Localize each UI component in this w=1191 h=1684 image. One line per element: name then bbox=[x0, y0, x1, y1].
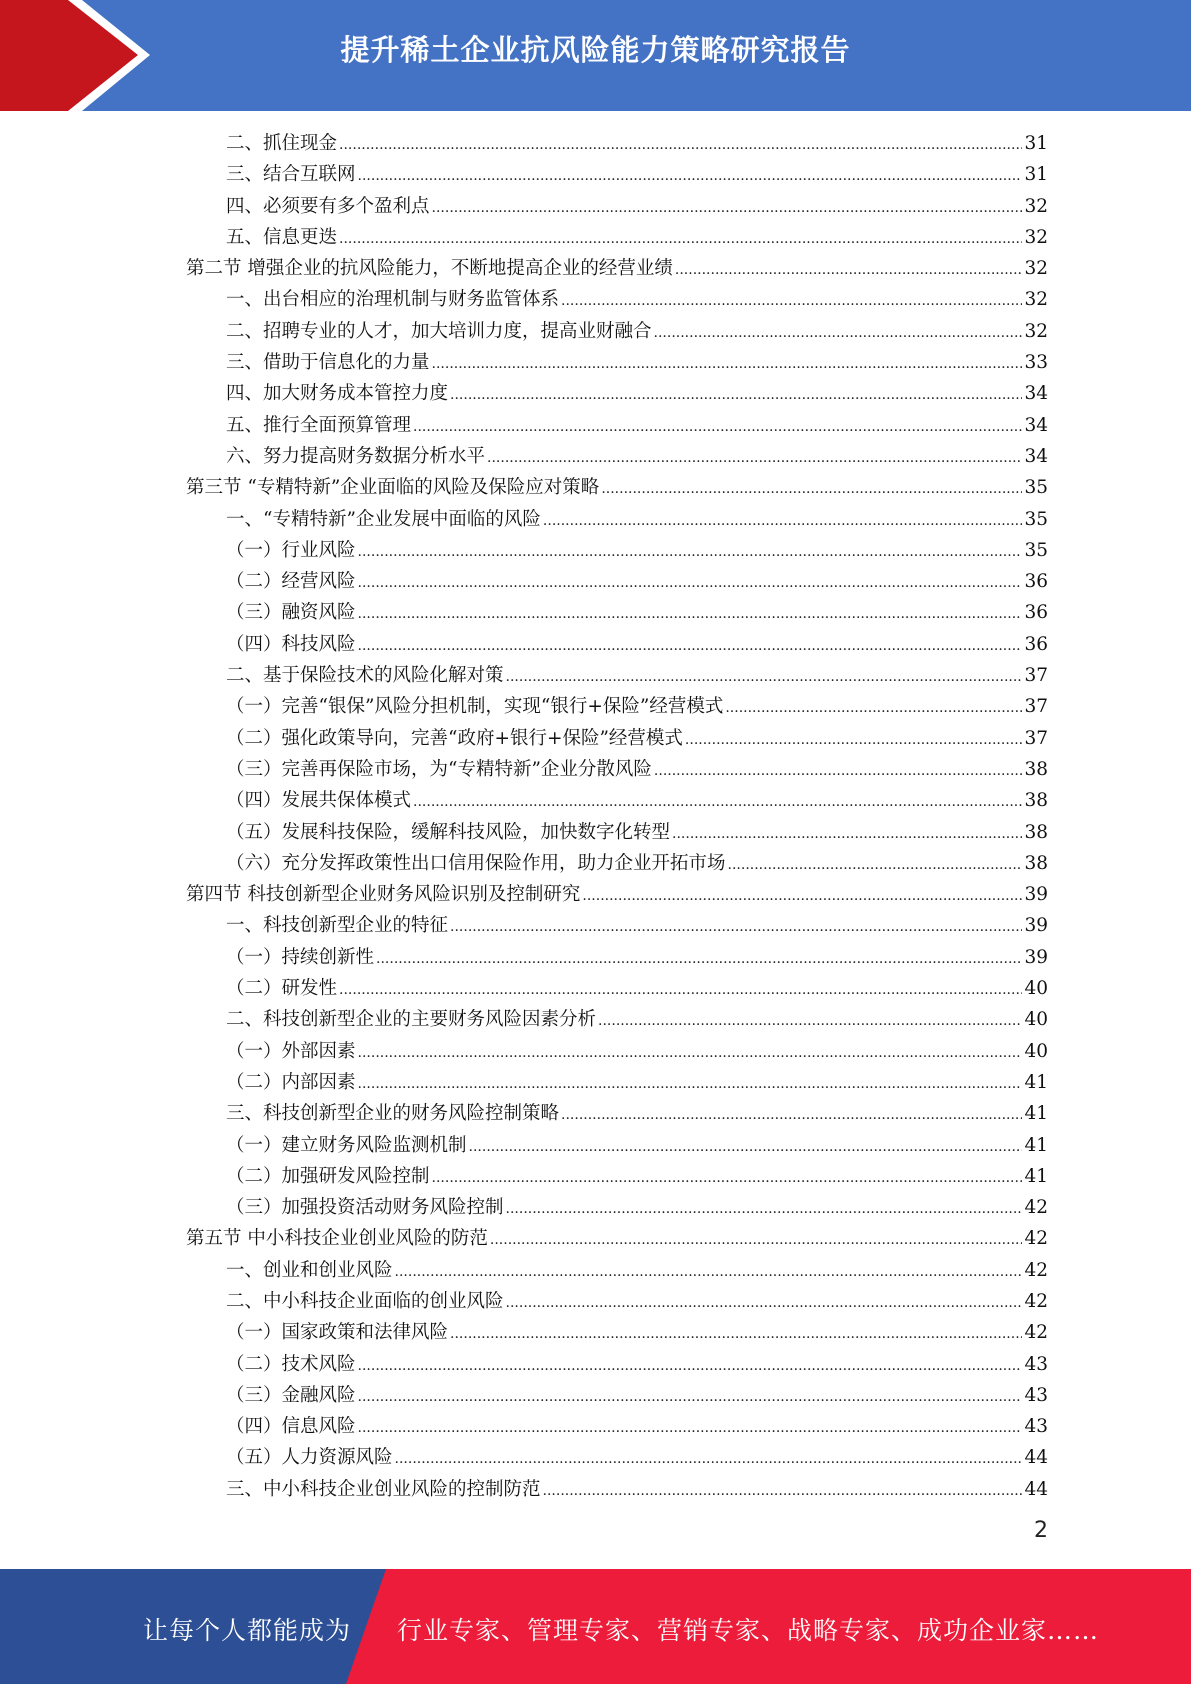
toc-entry[interactable] bbox=[186, 128, 1048, 159]
toc-dot-leader bbox=[358, 1067, 1023, 1100]
toc-dot-leader bbox=[543, 504, 1023, 537]
toc-entry-title: 二、招聘专业的人才，加大培训力度，提高业财融合 bbox=[226, 320, 652, 342]
toc-dot-leader bbox=[395, 1255, 1023, 1288]
toc-dot-leader bbox=[339, 222, 1022, 255]
toc-entry[interactable] bbox=[186, 1349, 1048, 1380]
toc-entry[interactable] bbox=[186, 597, 1048, 628]
toc-entry[interactable] bbox=[186, 472, 1048, 503]
toc-entry-title: 二、抓住现金 bbox=[226, 133, 338, 154]
footer-slogan-right: 行业专家、管理专家、营销专家、战略专家、成功企业家…… bbox=[397, 1616, 1100, 1645]
document-title: 提升稀土企业抗风险能力策略研究报告 bbox=[340, 33, 851, 67]
toc-entry-title: 二、科技创新型企业的主要财务风险因素分析 bbox=[226, 1009, 597, 1031]
toc-entry[interactable] bbox=[186, 441, 1048, 472]
toc-dot-leader bbox=[728, 848, 1023, 881]
toc-entry-page: 36 bbox=[1024, 571, 1048, 593]
toc-dot-leader bbox=[654, 316, 1023, 349]
toc-entry[interactable] bbox=[186, 973, 1048, 1004]
toc-entry[interactable] bbox=[186, 1036, 1048, 1067]
toc-entry-page: 42 bbox=[1024, 1290, 1048, 1312]
toc-entry-page: 42 bbox=[1024, 1322, 1048, 1344]
toc-entry-page: 38 bbox=[1024, 758, 1048, 780]
toc-entry-title: （二）强化政策导向，完善“政府+银行+保险”经营模式 bbox=[226, 727, 683, 749]
toc-dot-leader bbox=[413, 785, 1022, 818]
toc-entry-title: （三）加强投资活动财务风险控制 bbox=[226, 1197, 504, 1219]
toc-dot-leader bbox=[543, 1474, 1023, 1507]
toc-entry-title: 三、科技创新型企业的财务风险控制策略 bbox=[226, 1103, 560, 1125]
toc-entry-title: （三）完善再保险市场，为“专精特新”企业分散风险 bbox=[226, 758, 652, 780]
toc-entry[interactable] bbox=[186, 942, 1048, 973]
toc-dot-leader bbox=[672, 817, 1022, 850]
toc-entry-page: 37 bbox=[1024, 727, 1048, 749]
toc-entry-title: 四、必须要有多个盈利点 bbox=[226, 195, 430, 217]
toc-entry-title: 一、科技创新型企业的特征 bbox=[226, 915, 449, 937]
toc-entry-title: （一）完善“银保”风险分担机制，实现“银行+保险”经营模式 bbox=[226, 696, 724, 718]
toc-entry-page: 34 bbox=[1024, 445, 1048, 467]
toc-entry-title: （四）科技风险 bbox=[226, 633, 356, 655]
toc-entry-page: 44 bbox=[1024, 1447, 1048, 1469]
toc-entry-page: 41 bbox=[1024, 1134, 1048, 1156]
toc-dot-leader bbox=[725, 691, 1022, 724]
toc-dot-leader bbox=[598, 1004, 1022, 1037]
toc-entry-page: 38 bbox=[1024, 821, 1048, 843]
toc-entry-page: 43 bbox=[1024, 1353, 1048, 1375]
toc-entry[interactable] bbox=[186, 1130, 1048, 1161]
toc-entry-page: 40 bbox=[1024, 1009, 1048, 1031]
toc-entry-title: 一、出台相应的治理机制与财务监管体系 bbox=[226, 289, 560, 311]
toc-dot-leader bbox=[358, 1349, 1023, 1382]
toc-entry[interactable] bbox=[186, 253, 1048, 284]
toc-dot-leader bbox=[506, 1192, 1023, 1225]
toc-entry-title: （三）金融风险 bbox=[226, 1384, 356, 1406]
toc-entry-page: 44 bbox=[1024, 1478, 1048, 1500]
toc-entry-page: 32 bbox=[1024, 289, 1048, 311]
toc-entry-title: （一）行业风险 bbox=[226, 539, 356, 561]
toc-dot-leader bbox=[654, 754, 1023, 787]
toc-entry-page: 41 bbox=[1024, 1165, 1048, 1187]
toc-entry[interactable] bbox=[186, 1161, 1048, 1192]
toc-entry-title: （一）持续创新性 bbox=[226, 946, 375, 968]
toc-entry[interactable] bbox=[186, 284, 1048, 315]
toc-entry-title: （三）融资风险 bbox=[226, 602, 356, 624]
toc-entry-page: 40 bbox=[1024, 978, 1048, 1000]
toc-entry-page: 32 bbox=[1024, 320, 1048, 342]
toc-entry[interactable] bbox=[186, 222, 1048, 253]
toc-entry-page: 42 bbox=[1024, 1197, 1048, 1219]
toc-entry[interactable] bbox=[186, 723, 1048, 754]
toc-dot-leader bbox=[432, 191, 1023, 224]
toc-entry-title: 二、中小科技企业面临的创业风险 bbox=[226, 1290, 504, 1312]
toc-entry-title: （二）研发性 bbox=[226, 978, 338, 1000]
toc-dot-leader bbox=[561, 1098, 1022, 1131]
toc-entry-page: 32 bbox=[1024, 195, 1048, 217]
toc-entry-title: 一、创业和创业风险 bbox=[226, 1259, 393, 1281]
toc-entry-page: 40 bbox=[1024, 1040, 1048, 1062]
toc-entry-page: 32 bbox=[1024, 226, 1048, 248]
toc-dot-leader bbox=[506, 1286, 1023, 1319]
toc-entry[interactable] bbox=[186, 159, 1048, 190]
toc-dot-leader bbox=[450, 910, 1022, 943]
toc-entry[interactable] bbox=[186, 1474, 1048, 1505]
toc-entry-title: （一）外部因素 bbox=[226, 1040, 356, 1062]
toc-entry-page: 35 bbox=[1024, 539, 1048, 561]
toc-dot-leader bbox=[487, 441, 1022, 474]
toc-entry-page: 38 bbox=[1024, 852, 1048, 874]
toc-entry[interactable] bbox=[186, 629, 1048, 660]
toc-dot-leader bbox=[450, 378, 1022, 411]
toc-entry-title: 六、努力提高财务数据分析水平 bbox=[226, 445, 486, 467]
table-of-contents bbox=[186, 128, 1048, 1505]
toc-entry-page: 37 bbox=[1024, 665, 1048, 687]
toc-dot-leader bbox=[685, 723, 1023, 756]
toc-entry-title: 三、借助于信息化的力量 bbox=[226, 352, 430, 374]
toc-entry[interactable] bbox=[186, 691, 1048, 722]
toc-entry-page: 39 bbox=[1024, 884, 1048, 906]
toc-entry-page: 42 bbox=[1024, 1259, 1048, 1281]
toc-dot-leader bbox=[469, 1130, 1023, 1163]
toc-dot-leader bbox=[450, 1317, 1022, 1350]
toc-entry[interactable] bbox=[186, 1442, 1048, 1473]
toc-dot-leader bbox=[395, 1442, 1023, 1475]
header-banner bbox=[0, 0, 1191, 111]
toc-entry-title: （二）加强研发风险控制 bbox=[226, 1165, 430, 1187]
toc-entry-title: 五、信息更迭 bbox=[226, 226, 338, 248]
toc-entry-title: 第二节 增强企业的抗风险能力，不断地提高企业的经营业绩 bbox=[186, 258, 673, 280]
toc-entry-page: 35 bbox=[1024, 508, 1048, 530]
toc-entry-page: 43 bbox=[1024, 1384, 1048, 1406]
toc-entry-page: 31 bbox=[1024, 133, 1048, 154]
toc-dot-leader bbox=[358, 1411, 1023, 1444]
toc-entry-title: （二）经营风险 bbox=[226, 571, 356, 593]
toc-dot-leader bbox=[675, 253, 1023, 286]
toc-entry[interactable] bbox=[186, 1004, 1048, 1035]
toc-entry[interactable] bbox=[186, 1411, 1048, 1442]
toc-entry[interactable] bbox=[186, 410, 1048, 441]
toc-entry-page: 36 bbox=[1024, 633, 1048, 655]
toc-entry[interactable] bbox=[186, 1380, 1048, 1411]
toc-entry-title: 一、“专精特新”企业发展中面临的风险 bbox=[226, 508, 541, 530]
toc-entry-page: 38 bbox=[1024, 790, 1048, 812]
toc-entry-page: 34 bbox=[1024, 414, 1048, 436]
toc-entry-title: （二）技术风险 bbox=[226, 1353, 356, 1375]
toc-dot-leader bbox=[490, 1223, 1023, 1256]
footer-banner bbox=[0, 1569, 1191, 1684]
toc-entry-page: 41 bbox=[1024, 1103, 1048, 1125]
toc-entry[interactable] bbox=[186, 1098, 1048, 1129]
toc-entry-page: 43 bbox=[1024, 1416, 1048, 1438]
toc-entry[interactable] bbox=[186, 910, 1048, 941]
toc-entry-title: （六）充分发挥政策性出口信用保险作用，助力企业开拓市场 bbox=[226, 852, 726, 874]
toc-dot-leader bbox=[561, 284, 1022, 317]
toc-entry-title: 五、推行全面预算管理 bbox=[226, 414, 412, 436]
toc-entry-page: 39 bbox=[1024, 915, 1048, 937]
toc-entry-title: 三、中小科技企业创业风险的控制防范 bbox=[226, 1478, 541, 1500]
toc-entry-title: 二、基于保险技术的风险化解对策 bbox=[226, 665, 504, 687]
toc-entry-title: 四、加大财务成本管控力度 bbox=[226, 383, 449, 405]
toc-entry[interactable] bbox=[186, 1286, 1048, 1317]
toc-dot-leader bbox=[432, 347, 1023, 380]
toc-entry-title: （二）内部因素 bbox=[226, 1071, 356, 1093]
toc-entry[interactable] bbox=[186, 566, 1048, 597]
toc-entry[interactable] bbox=[186, 1067, 1048, 1098]
toc-entry[interactable] bbox=[186, 754, 1048, 785]
toc-dot-leader bbox=[339, 128, 1022, 161]
footer-slogan-left: 让每个人都能成为 bbox=[143, 1616, 352, 1645]
toc-entry[interactable] bbox=[186, 1223, 1048, 1254]
toc-entry[interactable] bbox=[186, 504, 1048, 535]
toc-entry-page: 37 bbox=[1024, 696, 1048, 718]
toc-entry-page: 35 bbox=[1024, 477, 1048, 499]
toc-entry[interactable] bbox=[186, 1192, 1048, 1223]
toc-dot-leader bbox=[358, 535, 1023, 568]
toc-dot-leader bbox=[358, 566, 1023, 599]
toc-entry-page: 36 bbox=[1024, 602, 1048, 624]
toc-dot-leader bbox=[413, 410, 1022, 443]
toc-entry-page: 31 bbox=[1024, 164, 1048, 186]
toc-entry-title: 三、结合互联网 bbox=[226, 164, 356, 186]
page-number: 2 bbox=[1034, 1518, 1048, 1543]
toc-dot-leader bbox=[358, 629, 1023, 662]
toc-entry-title: 第四节 科技创新型企业财务风险识别及控制研究 bbox=[186, 884, 581, 906]
toc-entry-page: 42 bbox=[1024, 1228, 1048, 1250]
toc-entry[interactable] bbox=[186, 535, 1048, 566]
toc-dot-leader bbox=[601, 472, 1022, 505]
toc-entry-title: （一）国家政策和法律风险 bbox=[226, 1322, 449, 1344]
toc-dot-leader bbox=[506, 660, 1023, 693]
toc-entry[interactable] bbox=[186, 660, 1048, 691]
toc-entry-title: 第五节 中小科技企业创业风险的防范 bbox=[186, 1228, 488, 1250]
toc-entry-title: （五）人力资源风险 bbox=[226, 1447, 393, 1469]
toc-dot-leader bbox=[358, 597, 1023, 630]
toc-entry[interactable] bbox=[186, 848, 1048, 879]
toc-dot-leader bbox=[358, 159, 1023, 192]
toc-entry-page: 41 bbox=[1024, 1071, 1048, 1093]
toc-dot-leader bbox=[358, 1380, 1023, 1413]
toc-dot-leader bbox=[339, 973, 1022, 1006]
toc-entry-title: （一）建立财务风险监测机制 bbox=[226, 1134, 467, 1156]
toc-dot-leader bbox=[376, 942, 1022, 975]
toc-entry-title: （五）发展科技保险，缓解科技风险，加快数字化转型 bbox=[226, 821, 671, 843]
toc-entry-title: （四）信息风险 bbox=[226, 1416, 356, 1438]
toc-entry[interactable] bbox=[186, 879, 1048, 910]
toc-dot-leader bbox=[358, 1036, 1023, 1069]
toc-entry[interactable] bbox=[186, 347, 1048, 378]
toc-entry[interactable] bbox=[186, 785, 1048, 816]
toc-entry-title: （四）发展共保体模式 bbox=[226, 790, 412, 812]
toc-entry-page: 32 bbox=[1024, 258, 1048, 280]
toc-entry-page: 39 bbox=[1024, 946, 1048, 968]
toc-entry[interactable] bbox=[186, 316, 1048, 347]
toc-entry[interactable] bbox=[186, 191, 1048, 222]
toc-dot-leader bbox=[432, 1161, 1023, 1194]
toc-entry-page: 34 bbox=[1024, 383, 1048, 405]
toc-entry[interactable] bbox=[186, 817, 1048, 848]
toc-dot-leader bbox=[582, 879, 1022, 912]
toc-entry-title: 第三节 “专精特新”企业面临的风险及保险应对策略 bbox=[186, 477, 600, 499]
toc-entry-page: 33 bbox=[1024, 352, 1048, 374]
toc-entry[interactable] bbox=[186, 378, 1048, 409]
toc-entry[interactable] bbox=[186, 1317, 1048, 1348]
toc-entry[interactable] bbox=[186, 1255, 1048, 1286]
